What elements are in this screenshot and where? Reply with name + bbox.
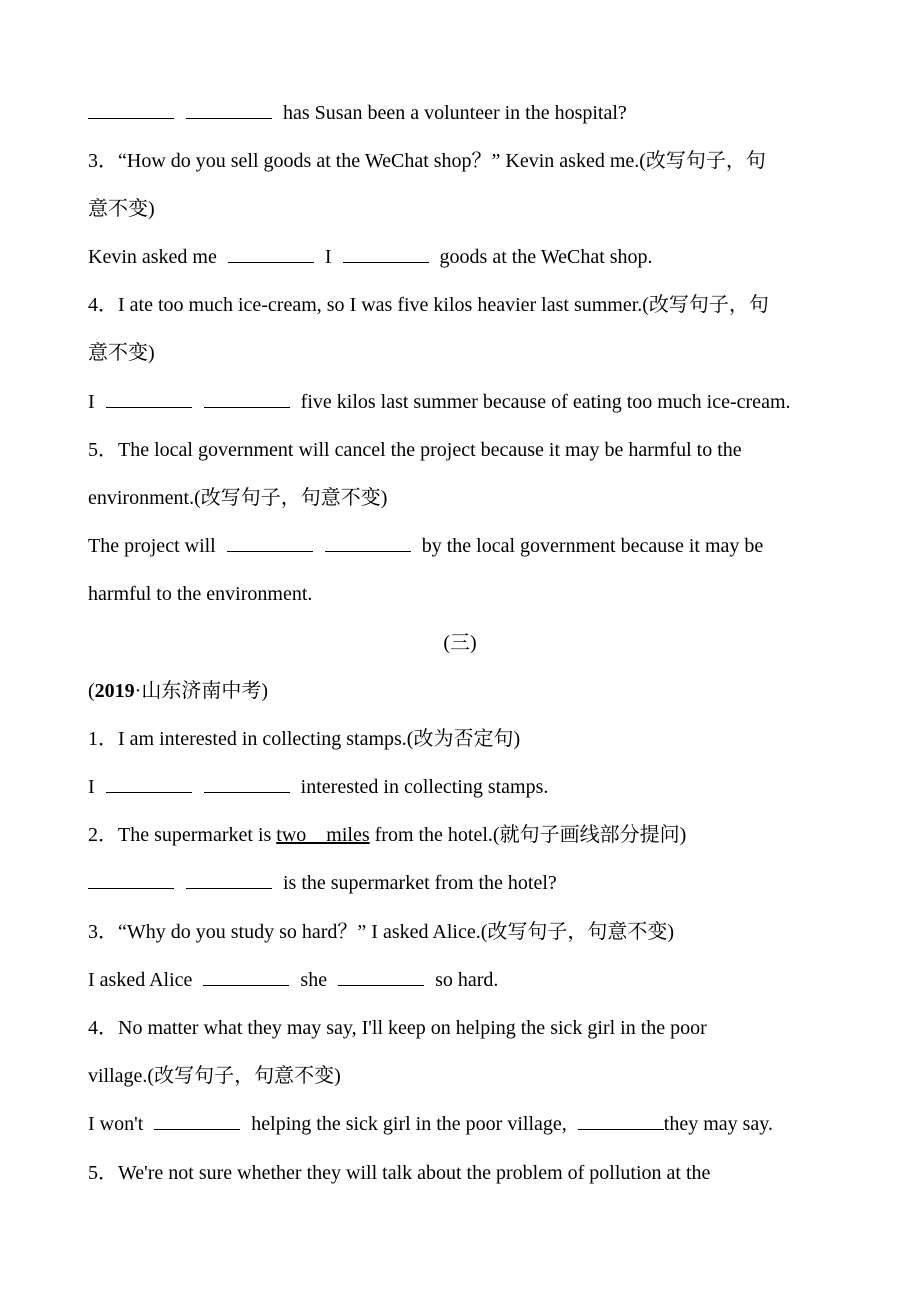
- answer-blank[interactable]: [88, 870, 174, 889]
- text: goods at the WeChat shop.: [439, 246, 653, 268]
- answer-blank[interactable]: [325, 533, 411, 552]
- s2-q5-prompt: 5．The local government will cancel the project because it may be harmful to the: [88, 439, 742, 461]
- s2-q3-prompt: 3．“How do you sell goods at the WeChat shop？” Kevin asked me.(改写句子，句: [88, 150, 766, 172]
- s2-q4-answer-line: [88, 389, 838, 415]
- source-rest: ·山东济南中考): [134, 680, 268, 702]
- source-line: [88, 678, 838, 704]
- s3-q3-answer-line: [88, 967, 838, 993]
- answer-blank[interactable]: [578, 1111, 664, 1130]
- text: I won't: [88, 1113, 144, 1135]
- answer-blank[interactable]: [186, 870, 272, 889]
- s3-q1-answer-line: [88, 774, 838, 800]
- answer-blank[interactable]: [154, 1111, 240, 1130]
- s2-q4-prompt-cont: 意不变): [88, 342, 155, 364]
- s3-q4-prompt: 4．No matter what they may say, I'll keep on helping the sick girl in the poor: [88, 1017, 707, 1039]
- s3-q4-prompt-cont: village.(改写句子，句意不变): [88, 1065, 341, 1087]
- s3-q3-prompt: 3．“Why do you study so hard？” I asked Alice.(改写句子，句意不变): [88, 921, 675, 943]
- section-heading: (三): [443, 632, 477, 654]
- answer-blank[interactable]: [228, 244, 314, 263]
- text: is the supermarket from the hotel?: [283, 872, 557, 894]
- text: by the local government because it may be: [421, 535, 764, 557]
- text: I: [324, 246, 332, 268]
- underlined-phrase: two miles: [276, 824, 370, 846]
- s3-q2-answer-line: [88, 870, 838, 896]
- text: The project will: [88, 535, 216, 557]
- s2-q5-prompt-cont: environment.(改写句子，句意不变): [88, 487, 388, 509]
- text: helping the sick girl in the poor village,: [251, 1113, 567, 1135]
- s3-q4-answer-line: [88, 1111, 838, 1137]
- text: she: [300, 969, 328, 991]
- s2-q2-answer-line: [88, 100, 838, 126]
- answer-blank[interactable]: [106, 389, 192, 408]
- text: Kevin asked me: [88, 246, 217, 268]
- text: they may say.: [663, 1113, 773, 1135]
- text: so hard.: [435, 969, 499, 991]
- answer-blank[interactable]: [203, 967, 289, 986]
- source-open: (: [88, 680, 95, 702]
- answer-blank[interactable]: [204, 389, 290, 408]
- text: five kilos last summer because of eating too much ice-cream.: [300, 391, 791, 413]
- s3-q1-prompt: 1．I am interested in collecting stamps.(改为否定句): [88, 728, 521, 750]
- text: has Susan been a volunteer in the hospital?: [283, 102, 627, 124]
- text: 2．The supermarket is: [88, 824, 277, 846]
- s2-q4-prompt: 4．I ate too much ice-cream, so I was five kilos heavier last summer.(改写句子，句: [88, 294, 769, 316]
- text: I: [88, 391, 95, 413]
- answer-blank[interactable]: [227, 533, 313, 552]
- s3-q5-prompt: 5．We're not sure whether they will talk about the problem of pollution at the: [88, 1162, 711, 1184]
- text: from the hotel.(就句子画线部分提问): [369, 824, 687, 846]
- s2-q5-answer-line: [88, 533, 838, 559]
- answer-blank[interactable]: [204, 774, 290, 793]
- answer-blank[interactable]: [106, 774, 192, 793]
- answer-blank[interactable]: [186, 100, 272, 119]
- answer-blank[interactable]: [343, 244, 429, 263]
- s3-q2-prompt: [88, 822, 838, 848]
- text: interested in collecting stamps.: [300, 776, 549, 798]
- text: I asked Alice: [88, 969, 193, 991]
- answer-blank[interactable]: [88, 100, 174, 119]
- s2-q5-answer-cont: harmful to the environment.: [88, 583, 313, 605]
- s2-q3-prompt-cont: 意不变): [88, 198, 155, 220]
- source-year: 2019: [94, 680, 135, 702]
- text: I: [88, 776, 95, 798]
- s2-q3-answer-line: [88, 244, 838, 270]
- answer-blank[interactable]: [338, 967, 424, 986]
